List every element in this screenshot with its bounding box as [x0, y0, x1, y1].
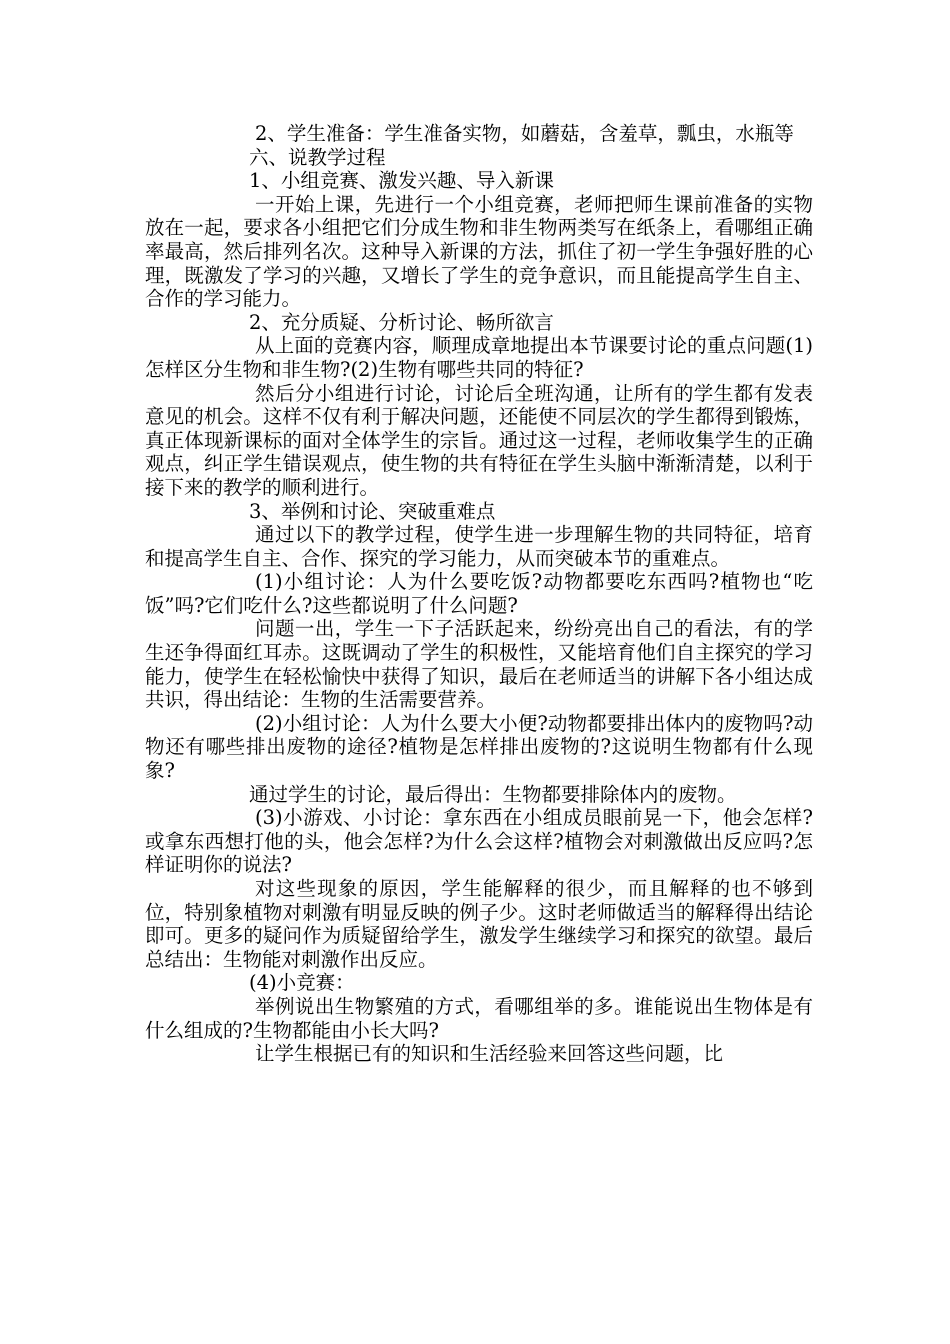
subsection-heading: 1、小组竞赛、激发兴趣、导入新课 — [249, 169, 554, 193]
subsection-heading: 2、充分质疑、分析讨论、畅所欲言 — [249, 310, 554, 334]
discussion-item: (1)小组讨论：人为什么要吃饭?动物都要吃东西吗?植物也“吃饭”吗?它们吃什么?这些都说明了什么问题? — [145, 570, 813, 617]
paragraph: 对这些现象的原因，学生能解释的很少，而且解释的也不够到位，特别象植物对刺激有明显反映的例子少。这时老师做适当的解释得出结论即可。更多的疑问作为质疑留给学生，激发学生继续学习和探究的欲望。最后总结出：生物能对刺激作出反应。 — [145, 877, 813, 971]
paragraph: 举例说出生物繁殖的方式，看哪组举的多。谁能说出生物体是有什么组成的?生物都能由小长大吗? — [145, 994, 813, 1042]
discussion-item: (3)小游戏、小讨论：拿东西在小组成员眼前晃一下，他会怎样?或拿东西想打他的头，他会怎样?为什么会这样?植物会对刺激做出反应吗?怎样证明你的说法? — [145, 806, 813, 877]
section-heading: 六、说教学过程 — [249, 145, 386, 169]
paragraph: 从上面的竞赛内容，顺理成章地提出本节课要讨论的重点问题(1)怎样区分生物和非生物?(2)生物有哪些共同的特征? — [145, 334, 813, 381]
paragraph: 2、学生准备：学生准备实物，如蘑菇，含羞草，瓢虫，水瓶等 — [255, 122, 794, 145]
paragraph: 通过学生的讨论，最后得出：生物都要排除体内的废物。 — [249, 782, 737, 806]
document-body — [145, 122, 813, 1066]
paragraph: 问题一出，学生一下子活跃起来，纷纷亮出自己的看法，有的学生还争得面红耳赤。这既调动了学生的积极性，又能培育他们自主探究的学习能力，使学生在轻松愉快中获得了知识，最后在老师适当的讲解下各小组达成共识，得出结论：生物的生活需要营养。 — [145, 617, 813, 712]
paragraph: 一开始上课，先进行一个小组竞赛，老师把师生课前准备的实物放在一起，要求各小组把它们分成生物和非生物两类写在纸条上，看哪组正确率最高，然后排列名次。这种导入新课的方法，抓住了初一学生争强好胜的心理，既激发了学习的兴趣，又增长了学生的竞争意识，而且能提高学生自主、合作的学习能力。 — [145, 192, 813, 311]
paragraph: 让学生根据已有的知识和生活经验来回答这些问题，比 — [255, 1042, 724, 1066]
discussion-item: (4)小竞赛： — [249, 971, 355, 995]
subsection-heading: 3、举例和讨论、突破重难点 — [249, 499, 496, 523]
paragraph: 然后分小组进行讨论，讨论后全班沟通，让所有的学生都有发表意见的机会。这样不仅有利于解决问题，还能使不同层次的学生都得到锻炼，真正体现新课标的面对全体学生的宗旨。通过这一过程，老师收集学生的正确观点，纠正学生错误观点，使生物的共有特征在学生头脑中渐渐清楚，以利于接下来的教学的顺利进行。 — [145, 381, 813, 499]
discussion-item: (2)小组讨论：人为什么要大小便?动物都要排出体内的废物吗?动物还有哪些排出废物的途径?植物是怎样排出废物的?这说明生物都有什么现象? — [145, 711, 813, 783]
paragraph: 通过以下的教学过程，使学生进一步理解生物的共同特征，培育和提高学生自主、合作、探究的学习能力，从而突破本节的重难点。 — [145, 523, 813, 570]
